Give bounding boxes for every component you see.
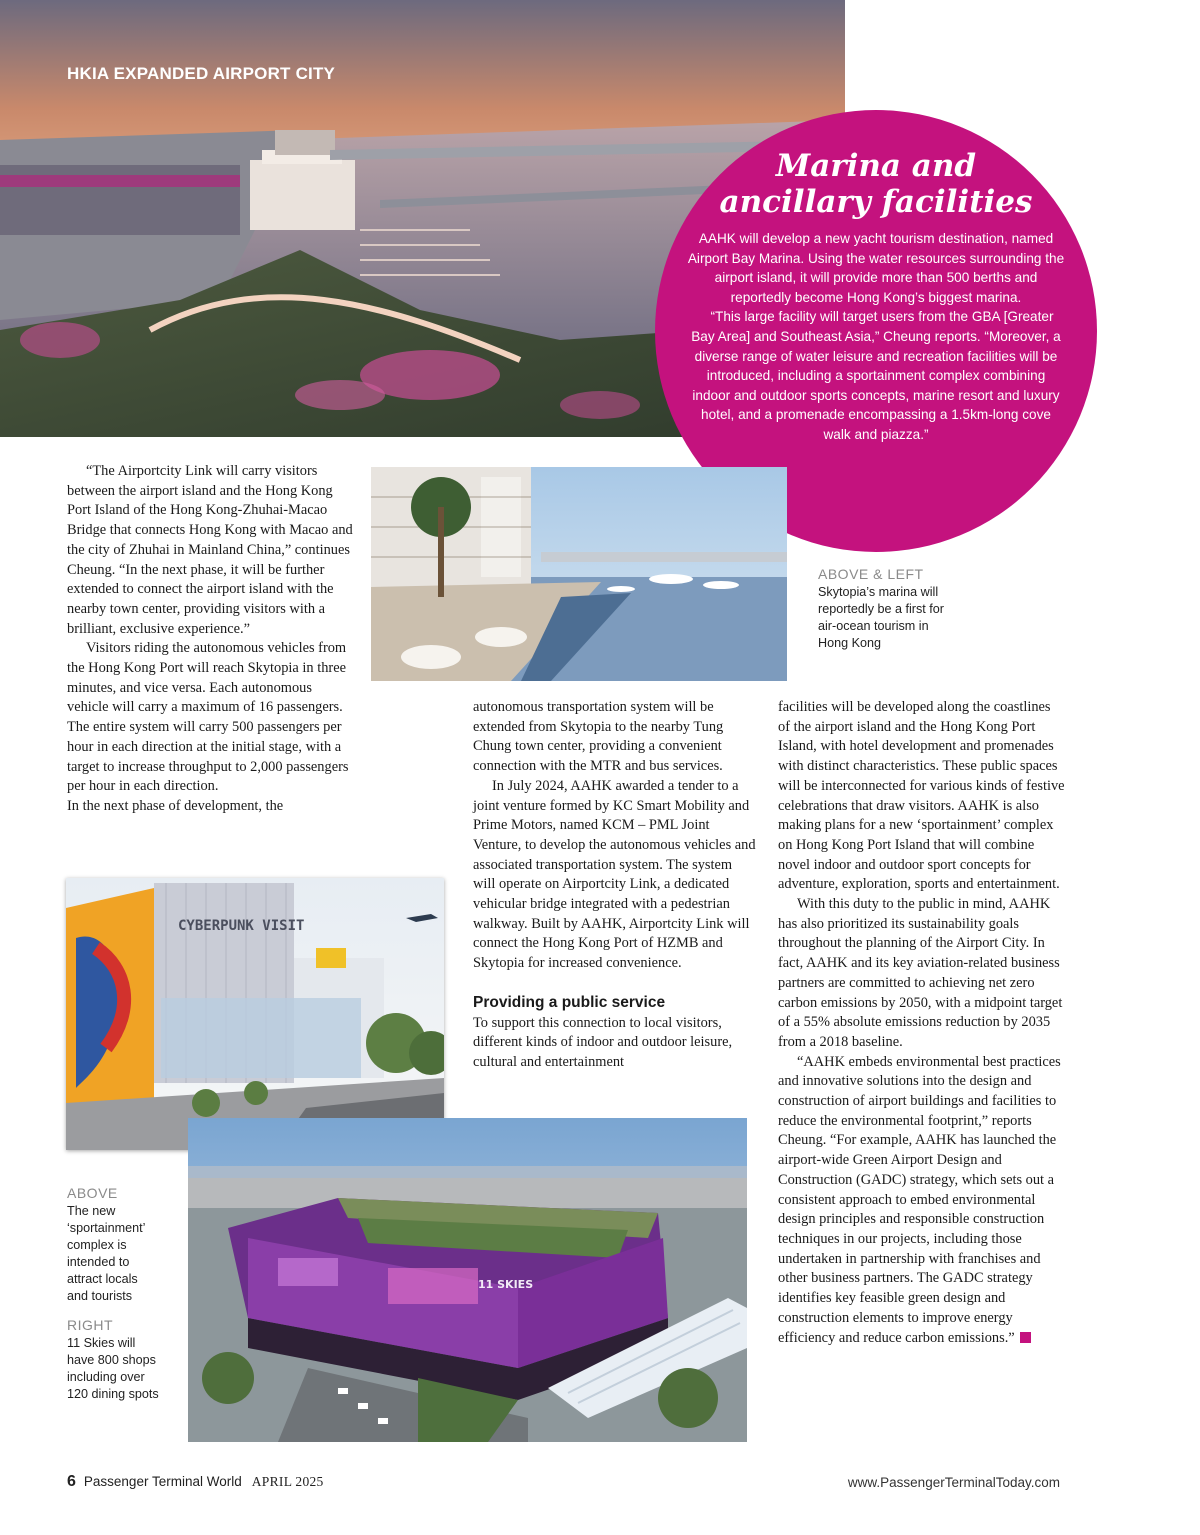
body-paragraph: facilities will be developed along the coastlines of the airport island and the Hong Kong Port Island, with hotel development and promenades with distinct characteristics. These public spaces will be interconnected for various kinds of festive celebrations that draw visitors. AAHK is also making plans for a new ‘sportainment’ complex on Hong Kong Port Island that will combine novel indoor and outdoor sport concepts for adventure, exploration, sports and entertainment. (778, 699, 1065, 893)
callout-paragraph: AAHK will develop a new yacht tourism destination, named Airport Bay Marina. Using the water resources surrounding the airport island, it will provide more than 500 berths and reportedly become Hong Kong’s biggest marina. (687, 231, 1065, 305)
photo-11-skies (188, 1118, 747, 1442)
caption-heading: ABOVE & LEFT (818, 566, 924, 582)
callout-paragraph: “This large facility will target users from the GBA [Greater Bay Area] and Southeast Asia,” Cheung reports. “Moreover, a diverse range of water leisure and recreation facilities will be introduced, including a sportainment complex combining indoor and outdoor sports concepts, marine resort and luxury hotel, and a promenade encompassing a 1.5km-long cove walk and piazza.” (691, 309, 1061, 442)
callout-body (686, 229, 1066, 445)
issue-date: APRIL 2025 (251, 1474, 324, 1489)
caption-heading: RIGHT (67, 1317, 114, 1333)
cyber-sign-text: CYBERPUNK VISIT (178, 918, 305, 934)
body-paragraph: With this duty to the public in mind, AAHK has also prioritized its sustainability goals throughout the planning of the Airport City. In fact, AAHK and its key aviation-related business partners are committed to achieving net zero carbon emissions by 2050, with a midpoint target of a 55% absolute emissions reduction by 2035 from a 2018 baseline. (778, 896, 1063, 1050)
caption-sportainment (67, 1185, 162, 1305)
body-paragraph: To support this connection to local visitors, different kinds of indoor and outdoor leisure, cultural and entertainment (473, 1014, 733, 1070)
footer-url: www.PassengerTerminalToday.com (847, 1475, 1060, 1490)
body-paragraph: autonomous transportation system will be extended from Skytopia to the nearby Tung Chung town center, providing a convenient connection with the MTR and bus services. (473, 699, 724, 775)
body-column-middle (473, 698, 758, 1073)
body-column-right (778, 698, 1065, 1348)
section-label: HKIA EXPANDED AIRPORT CITY (67, 64, 336, 83)
caption-text: Skytopia’s marina will reportedly be a first for air-ocean tourism in Hong Kong (818, 585, 944, 650)
skies-sign-text: 11 SKIES (478, 1278, 534, 1291)
body-paragraph: Visitors riding the autonomous vehicles from the Hong Kong Port will reach Skytopia in three minutes, and vice versa. Each autonomous vehicle will carry a maximum of 16 passengers. The entire system will carry 500 passengers per hour in each direction at the initial stage, with a target to increase throughput to 2,000 passengers per hour in each direction. (67, 640, 349, 795)
body-paragraph: In July 2024, AAHK awarded a tender to a joint venture formed by KC Smart Mobility and Prime Motors, named KCM – PML Joint Venture, to develop the autonomous vehicles and associated transportation system. The system will operate on Airportcity Link, a dedicated vehicular bridge integrated with a pedestrian walkway. Built by AAHK, Airportcity Link will connect the Hong Kong Port of HZMB and Skytopia for increased convenience. (473, 777, 756, 972)
caption-heading: ABOVE (67, 1185, 118, 1201)
caption-text: 11 Skies will have 800 shops including over 120 dining spots (67, 1336, 159, 1401)
end-mark-icon (1020, 1332, 1031, 1343)
publication-name: Passenger Terminal World (83, 1474, 242, 1489)
body-paragraph (778, 1053, 1065, 1349)
body-paragraph: In the next phase of development, the (67, 797, 284, 814)
page-footer (67, 1473, 324, 1491)
body-column-left (67, 462, 357, 817)
caption-text: The new ‘sportainment’ complex is intended to attract locals and tourists (67, 1204, 145, 1303)
body-paragraph: “The Airportcity Link will carry visitors between the airport island and the Hong Kong Port Island of the Hong Kong-Zhuhai-Macao Bridge that connects Hong Kong with Macao and the city of Zhuhai in Mainland China,” continues Cheung. “In the next phase, it will be further extended to connect the airport island with the nearby town center, providing visitors with a brilliant, exclusive experience.” (67, 463, 353, 637)
page-number: 6 (67, 1473, 76, 1490)
photo-marina-promenade (371, 467, 787, 681)
photo-sportainment-complex (66, 878, 444, 1150)
callout-title-line1: Marina and (775, 148, 977, 184)
closing-paragraph-text: “AAHK embeds environmental best practices and innovative solutions into the design and construction of airport buildings and facilities to reduce the environmental footprint,” reports Cheung. “For example, AAHK has launched the airport-wide Green Airport Design and Construction (GADC) strategy, which sets out a consistent approach to embed environmental design principles and responsible construction techniques in our projects, including those undertaken in partnership with franchises and other business partners. The GADC strategy identifies key feasible green design and construction elements to improve energy efficiency and reduce carbon emissions.” (778, 1053, 1061, 1346)
subheading: Providing a public service (473, 993, 666, 1011)
callout-title (690, 148, 1062, 220)
caption-marina (818, 566, 958, 652)
callout-title-line2: ancillary facilities (719, 184, 1033, 220)
caption-11-skies (67, 1317, 162, 1403)
